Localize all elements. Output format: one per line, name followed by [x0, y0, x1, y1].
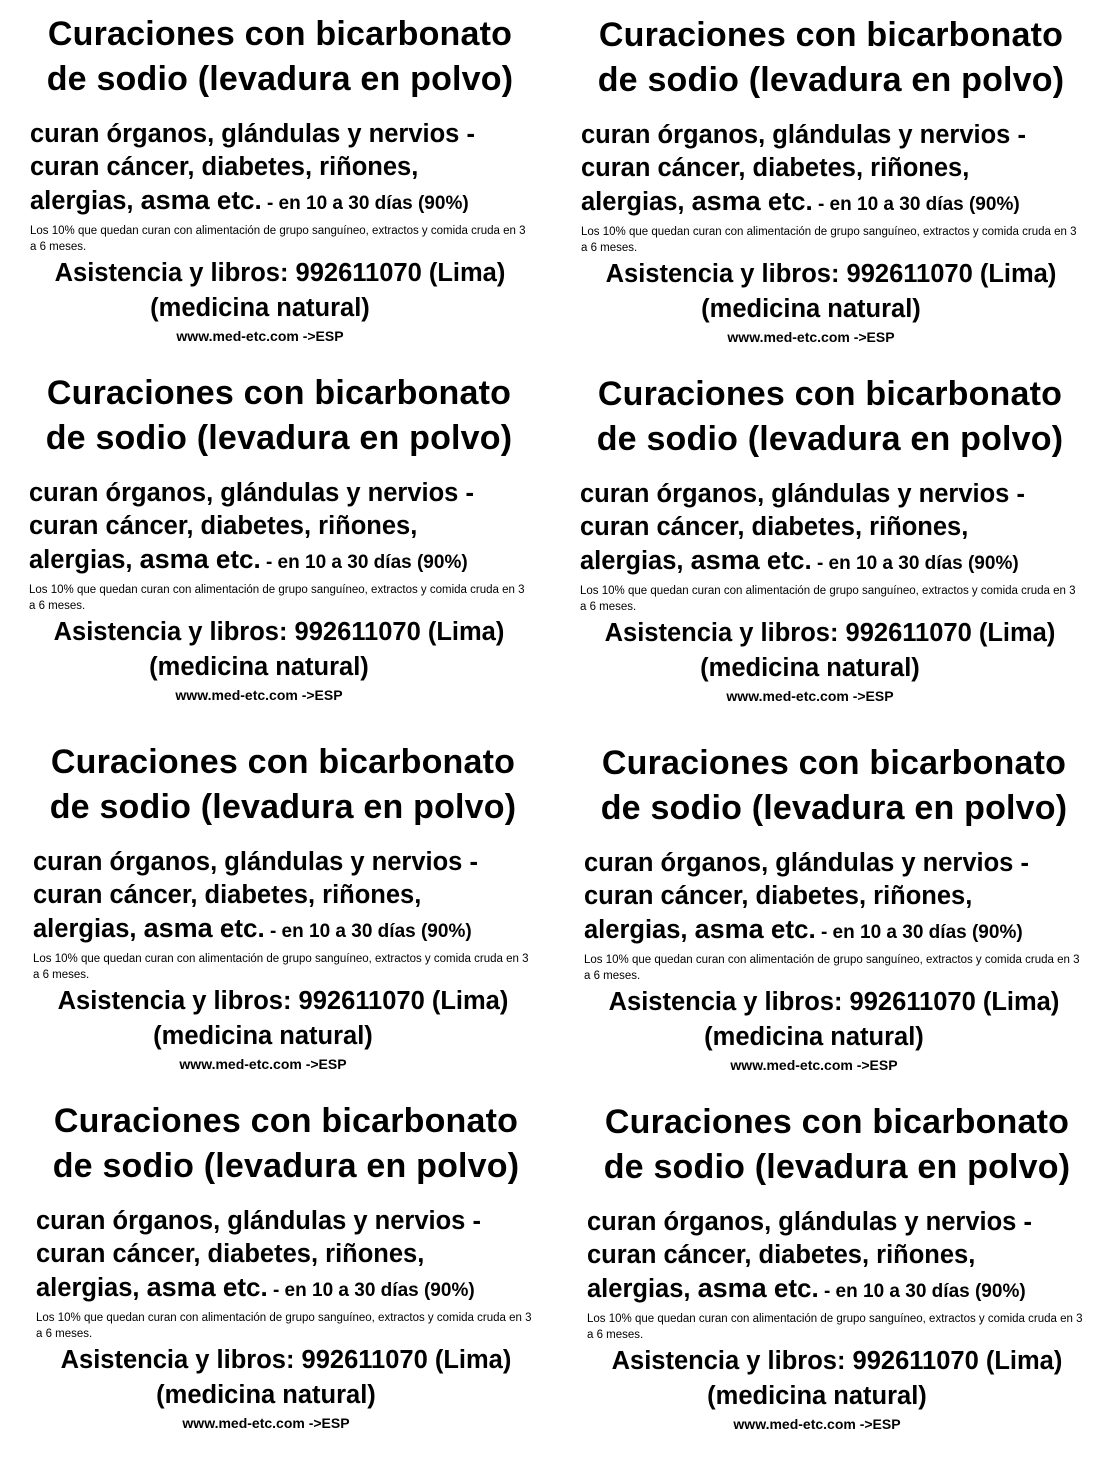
body-line-3: [584, 913, 1104, 949]
body-line-3-etc: etc.: [760, 186, 813, 216]
flyer-body: [33, 846, 553, 948]
body-line-1: curan órganos, glándulas y nervios -: [580, 480, 1025, 508]
body-line-3-allergies: alergias,: [584, 916, 695, 944]
contact-line-1: Asistencia y libros: 992611070 (Lima): [611, 1347, 1063, 1375]
body-line-3: [581, 185, 1101, 221]
flyer-title: [564, 741, 1104, 831]
body-line-2: curan cáncer, diabetes, riñones,: [33, 881, 422, 909]
body-line-3-days: - en 10 a 30 días (90%): [260, 552, 468, 573]
website-link[interactable]: www.med-etc.com ->ESP: [175, 687, 343, 703]
contact-info: [16, 1343, 556, 1413]
contact-line-2: (medicina natural): [150, 294, 370, 322]
body-line-1: curan órganos, glándulas y nervios -: [36, 1207, 481, 1235]
flyer-title: [13, 740, 553, 830]
body-line-2: curan cáncer, diabetes, riñones,: [29, 512, 418, 540]
title-line-2: de sodio (levadura en polvo): [597, 61, 1065, 99]
body-line-3-asthma: asma: [694, 914, 764, 944]
title-line-1: Curaciones con bicarbonato: [47, 15, 513, 53]
body-line-3-days: - en 10 a 30 días (90%): [267, 1280, 475, 1301]
contact-line-2: (medicina natural): [149, 653, 369, 681]
flyer-8: [567, 1088, 1107, 1438]
small-print: Los 10% que quedan curan con alimentación de grupo sanguíneo, extractos y comida cruda en 3 a 6 meses.: [580, 585, 1076, 613]
flyer-title: [16, 1099, 556, 1189]
flyer-body: [30, 118, 550, 220]
website-link[interactable]: www.med-etc.com ->ESP: [733, 1416, 901, 1432]
body-line-3-allergies: alergias,: [36, 1274, 147, 1302]
flyer-5: [13, 728, 553, 1078]
body-line-3-allergies: alergias,: [581, 188, 692, 216]
body-line-3-etc: etc.: [763, 914, 816, 944]
website-link[interactable]: www.med-etc.com ->ESP: [726, 688, 894, 704]
contact-line-1: Asistencia y libros: 992611070 (Lima): [54, 259, 506, 287]
flyer-2: [561, 1, 1101, 351]
body-line-3-days: - en 10 a 30 días (90%): [264, 921, 472, 942]
title-line-1: Curaciones con bicarbonato: [53, 1102, 519, 1140]
body-line-3-days: - en 10 a 30 días (90%): [812, 194, 1020, 215]
small-print: Los 10% que quedan curan con alimentación de grupo sanguíneo, extractos y comida cruda en 3 a 6 meses.: [584, 954, 1080, 982]
title-line-1: Curaciones con bicarbonato: [46, 374, 512, 412]
contact-line-2: (medicina natural): [701, 295, 921, 323]
contact-line-1: Asistencia y libros: 992611070 (Lima): [605, 260, 1057, 288]
website-link[interactable]: www.med-etc.com ->ESP: [179, 1056, 347, 1072]
body-line-3: [29, 543, 549, 579]
body-line-3-asthma: asma: [143, 913, 213, 943]
flyer-body: [29, 477, 549, 579]
flyer-body: [580, 478, 1100, 580]
body-line-3-etc: etc.: [215, 1272, 268, 1302]
body-line-2: curan cáncer, diabetes, riñones,: [36, 1240, 425, 1268]
body-line-3-etc: etc.: [759, 545, 812, 575]
flyer-1: [10, 0, 550, 350]
flyer-title: [10, 12, 550, 102]
title-line-1: Curaciones con bicarbonato: [601, 744, 1067, 782]
body-line-3-asthma: asma: [146, 1272, 216, 1302]
body-line-3-allergies: alergias,: [33, 915, 144, 943]
body-line-3-asthma: asma: [697, 1273, 767, 1303]
body-line-3-days: - en 10 a 30 días (90%): [261, 193, 469, 214]
body-line-3: [33, 912, 553, 948]
body-line-1: curan órganos, glándulas y nervios -: [587, 1208, 1032, 1236]
contact-line-2: (medicina natural): [707, 1382, 927, 1410]
body-line-3: [580, 544, 1100, 580]
title-line-1: Curaciones con bicarbonato: [598, 16, 1064, 54]
title-line-2: de sodio (levadura en polvo): [45, 419, 513, 457]
contact-line-2: (medicina natural): [153, 1022, 373, 1050]
body-line-3-asthma: asma: [691, 186, 761, 216]
small-print: Los 10% que quedan curan con alimentación de grupo sanguíneo, extractos y comida cruda en 3 a 6 meses.: [29, 584, 525, 612]
contact-line-2: (medicina natural): [704, 1023, 924, 1051]
contact-line-2: (medicina natural): [700, 654, 920, 682]
website-link[interactable]: www.med-etc.com ->ESP: [730, 1057, 898, 1073]
body-line-3: [36, 1271, 556, 1307]
title-line-2: de sodio (levadura en polvo): [49, 788, 517, 826]
contact-info: [561, 257, 1101, 327]
contact-info: [564, 985, 1104, 1055]
website-link[interactable]: www.med-etc.com ->ESP: [727, 329, 895, 345]
body-line-1: curan órganos, glándulas y nervios -: [584, 849, 1029, 877]
flyer-title: [560, 372, 1100, 462]
flyer-3: [9, 359, 549, 709]
website-link[interactable]: www.med-etc.com ->ESP: [182, 1415, 350, 1431]
small-print: Los 10% que quedan curan con alimentación de grupo sanguíneo, extractos y comida cruda en 3 a 6 meses.: [581, 226, 1077, 254]
contact-info: [567, 1344, 1107, 1414]
body-line-3-etc: etc.: [766, 1273, 819, 1303]
body-line-3-days: - en 10 a 30 días (90%): [811, 553, 1019, 574]
contact-info: [560, 616, 1100, 686]
title-line-2: de sodio (levadura en polvo): [52, 1147, 520, 1185]
contact-info: [10, 256, 550, 326]
body-line-3: [30, 184, 550, 220]
flyer-title: [561, 13, 1101, 103]
body-line-3-days: - en 10 a 30 días (90%): [818, 1281, 1026, 1302]
body-line-3-days: - en 10 a 30 días (90%): [815, 922, 1023, 943]
body-line-1: curan órganos, glándulas y nervios -: [29, 479, 474, 507]
body-line-2: curan cáncer, diabetes, riñones,: [580, 513, 969, 541]
flyer-body: [584, 847, 1104, 949]
title-line-2: de sodio (levadura en polvo): [596, 420, 1064, 458]
flyer-4: [560, 360, 1100, 710]
small-print: Los 10% que quedan curan con alimentación de grupo sanguíneo, extractos y comida cruda en 3 a 6 meses.: [30, 225, 526, 253]
contact-line-2: (medicina natural): [156, 1381, 376, 1409]
title-line-2: de sodio (levadura en polvo): [46, 60, 514, 98]
small-print: Los 10% que quedan curan con alimentación de grupo sanguíneo, extractos y comida cruda en 3 a 6 meses.: [587, 1313, 1083, 1341]
body-line-2: curan cáncer, diabetes, riñones,: [30, 153, 419, 181]
small-print: Los 10% que quedan curan con alimentación de grupo sanguíneo, extractos y comida cruda en 3 a 6 meses.: [36, 1312, 532, 1340]
title-line-2: de sodio (levadura en polvo): [603, 1148, 1071, 1186]
flyer-7: [16, 1087, 556, 1437]
body-line-3: [587, 1272, 1107, 1308]
body-line-3-etc: etc.: [209, 185, 262, 215]
body-line-1: curan órganos, glándulas y nervios -: [30, 120, 475, 148]
contact-line-1: Asistencia y libros: 992611070 (Lima): [604, 619, 1056, 647]
body-line-2: curan cáncer, diabetes, riñones,: [584, 882, 973, 910]
flyer-title: [567, 1100, 1107, 1190]
body-line-1: curan órganos, glándulas y nervios -: [581, 121, 1026, 149]
title-line-2: de sodio (levadura en polvo): [600, 789, 1068, 827]
flyer-body: [581, 119, 1101, 221]
flyer-title: [9, 371, 549, 461]
body-line-3-asthma: asma: [139, 544, 209, 574]
body-line-3-allergies: alergias,: [580, 547, 691, 575]
title-line-1: Curaciones con bicarbonato: [597, 375, 1063, 413]
body-line-2: curan cáncer, diabetes, riñones,: [581, 154, 970, 182]
contact-line-1: Asistencia y libros: 992611070 (Lima): [53, 618, 505, 646]
title-line-1: Curaciones con bicarbonato: [604, 1103, 1070, 1141]
body-line-3-asthma: asma: [690, 545, 760, 575]
contact-line-1: Asistencia y libros: 992611070 (Lima): [608, 988, 1060, 1016]
contact-line-1: Asistencia y libros: 992611070 (Lima): [60, 1346, 512, 1374]
contact-info: [13, 984, 553, 1054]
body-line-2: curan cáncer, diabetes, riñones,: [587, 1241, 976, 1269]
body-line-3-allergies: alergias,: [30, 187, 141, 215]
body-line-3-allergies: alergias,: [587, 1275, 698, 1303]
body-line-3-asthma: asma: [140, 185, 210, 215]
flyer-body: [36, 1205, 556, 1307]
body-line-3-etc: etc.: [212, 913, 265, 943]
contact-line-1: Asistencia y libros: 992611070 (Lima): [57, 987, 509, 1015]
body-line-3-etc: etc.: [208, 544, 261, 574]
small-print: Los 10% que quedan curan con alimentación de grupo sanguíneo, extractos y comida cruda en 3 a 6 meses.: [33, 953, 529, 981]
title-line-1: Curaciones con bicarbonato: [50, 743, 516, 781]
website-link[interactable]: www.med-etc.com ->ESP: [176, 328, 344, 344]
body-line-1: curan órganos, glándulas y nervios -: [33, 848, 478, 876]
body-line-3-allergies: alergias,: [29, 546, 140, 574]
flyer-body: [587, 1206, 1107, 1308]
contact-info: [9, 615, 549, 685]
flyer-6: [564, 729, 1104, 1079]
